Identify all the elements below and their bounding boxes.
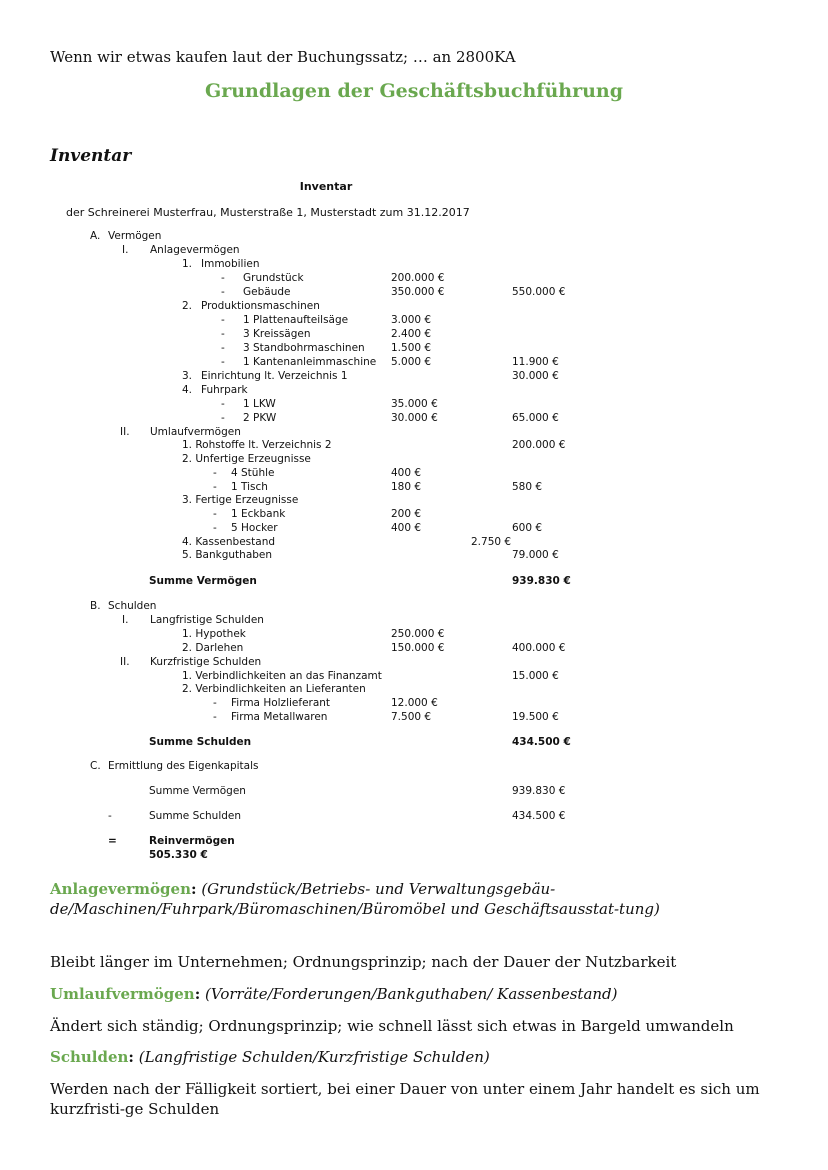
row-text: 1. Verbindlichkeiten an das Finanzamt	[182, 670, 382, 682]
definition-colon: :	[194, 985, 201, 1003]
amount-col1: 200 €	[391, 508, 422, 520]
amount-col1: 150.000 €	[391, 642, 445, 654]
inventar-row	[0, 536, 828, 549]
inventar-row	[0, 642, 828, 655]
row-label: 1.	[182, 258, 193, 270]
amount-col1: 5.000 €	[391, 356, 432, 368]
row-text: Anlagevermögen	[150, 244, 240, 256]
row-label: -	[108, 810, 112, 822]
definition-colon: :	[128, 1048, 134, 1066]
amount-col1: 12.000 €	[391, 697, 438, 709]
amount-col3: 434.500 €	[512, 810, 566, 822]
row-text: Schulden	[108, 600, 157, 612]
page-title: Grundlagen der Geschäftsbuchführung	[204, 80, 624, 102]
row-text: 505.330 €	[149, 849, 208, 861]
row-text: 2 PKW	[243, 412, 277, 424]
umlaufvermoegen-definition	[50, 984, 790, 1004]
anlagevermoegen-note: Bleibt länger im Unternehmen; Ordnungsprinzip; nach der Dauer der Nutzbarkeit	[50, 953, 677, 971]
amount-col3: 434.500 €	[512, 736, 571, 748]
definition-term: Umlaufvermögen	[50, 985, 195, 1003]
inventar-subtitle: der Schreinerei Musterfrau, Musterstraße 1, Musterstadt zum 31.12.2017	[66, 206, 470, 219]
row-label: -	[213, 697, 217, 709]
anlagevermoegen-definition	[50, 879, 790, 919]
inventar-row	[0, 810, 828, 823]
inventar-row	[0, 494, 828, 507]
row-label: -	[213, 481, 217, 493]
row-text: Summe Vermögen	[149, 575, 257, 587]
row-text: 2. Darlehen	[182, 642, 244, 654]
row-label: -	[221, 398, 225, 410]
inventar-row	[0, 244, 828, 257]
row-label: -	[213, 711, 217, 723]
row-label: -	[221, 342, 225, 354]
amount-col3: 15.000 €	[512, 670, 559, 682]
row-label: A.	[90, 230, 101, 242]
amount-col1: 2.400 €	[391, 328, 432, 340]
intro-line: Wenn wir etwas kaufen laut der Buchungssatz; … an 2800KA	[50, 48, 516, 66]
row-text: 2. Unfertige Erzeugnisse	[182, 453, 311, 465]
amount-col3: 939.830 €	[512, 785, 566, 797]
row-label: =	[108, 835, 117, 847]
inventar-row	[0, 683, 828, 696]
row-text: 5. Bankguthaben	[182, 549, 273, 561]
amount-col3: 79.000 €	[512, 549, 559, 561]
row-text: Immobilien	[201, 258, 260, 270]
amount-col1: 400 €	[391, 467, 422, 479]
amount-col1: 30.000 €	[391, 412, 438, 424]
inventar-row	[0, 412, 828, 425]
inventar-row	[0, 711, 828, 724]
row-label: -	[221, 412, 225, 424]
inventar-row	[0, 697, 828, 710]
inventar-row	[0, 426, 828, 439]
inventar-row	[0, 272, 828, 285]
row-label: -	[221, 272, 225, 284]
section-heading: Inventar	[50, 146, 132, 166]
row-text: 4 Stühle	[231, 467, 275, 479]
inventar-row	[0, 384, 828, 397]
inventar-row	[0, 600, 828, 613]
schulden-definition	[50, 1047, 790, 1067]
inventar-row	[0, 258, 828, 271]
inventar-row	[0, 467, 828, 480]
inventar-row	[0, 508, 828, 521]
amount-col1: 1.500 €	[391, 342, 432, 354]
schulden-note: Werden nach der Fälligkeit sortiert, bei einer Dauer von unter einem Jahr handelt es sich um kurzfristi-ge Schulden	[50, 1080, 760, 1118]
row-text: 1 Eckbank	[231, 508, 286, 520]
row-label: I.	[122, 244, 129, 256]
row-label: C.	[90, 760, 101, 772]
row-label: -	[221, 314, 225, 326]
row-text: 1 LKW	[243, 398, 276, 410]
amount-col1: 3.000 €	[391, 314, 432, 326]
inventar-row	[0, 575, 828, 588]
row-text: 1. Rohstoffe lt. Verzeichnis 2	[182, 439, 332, 451]
inventar-row	[0, 230, 828, 243]
inventar-row	[0, 628, 828, 641]
row-text: Ermittlung des Eigenkapitals	[108, 760, 259, 772]
row-text: Langfristige Schulden	[150, 614, 264, 626]
row-label: 3.	[182, 370, 193, 382]
row-label: 2.	[182, 300, 193, 312]
row-label: -	[213, 467, 217, 479]
row-text: Firma Metallwaren	[231, 711, 328, 723]
inventar-row	[0, 549, 828, 562]
row-label: II.	[120, 426, 130, 438]
amount-col3: 400.000 €	[512, 642, 566, 654]
row-label: 4.	[182, 384, 193, 396]
row-label: I.	[122, 614, 129, 626]
inventar-row	[0, 314, 828, 327]
row-text: Summe Vermögen	[149, 785, 246, 797]
definition-term: Schulden	[50, 1048, 129, 1066]
row-text: Reinvermögen	[149, 835, 235, 847]
row-label: -	[221, 328, 225, 340]
amount-col1: 250.000 €	[391, 628, 445, 640]
inventar-row	[0, 356, 828, 369]
definition-term: Anlagevermögen	[50, 880, 191, 898]
inventar-row	[0, 342, 828, 355]
inventar-row	[0, 849, 828, 862]
row-text: 3 Standbohrmaschinen	[243, 342, 365, 354]
inventar-row	[0, 670, 828, 683]
inventar-row	[0, 439, 828, 452]
inventar-row	[0, 760, 828, 773]
inventar-row	[0, 286, 828, 299]
row-label: -	[213, 522, 217, 534]
definition-colon: :	[190, 880, 197, 898]
row-text: 1 Plattenaufteilsäge	[243, 314, 349, 326]
definition-desc: (Langfristige Schulden/Kurzfristige Schulden)	[138, 1048, 490, 1066]
amount-col2: 2.750 €	[471, 536, 512, 548]
amount-col1: 350.000 €	[391, 286, 445, 298]
row-label: -	[221, 286, 225, 298]
inventar-row	[0, 614, 828, 627]
row-label: II.	[120, 656, 130, 668]
inventar-row	[0, 522, 828, 535]
row-text: Vermögen	[108, 230, 162, 242]
inventar-row	[0, 328, 828, 341]
inventar-row	[0, 785, 828, 798]
row-text: 5 Hocker	[231, 522, 278, 534]
row-text: 1 Tisch	[231, 481, 268, 493]
row-text: 3 Kreissägen	[243, 328, 311, 340]
row-text: 1 Kantenanleimmaschine	[243, 356, 377, 368]
row-text: 4. Kassenbestand	[182, 536, 276, 548]
amount-col1: 35.000 €	[391, 398, 438, 410]
amount-col3: 550.000 €	[512, 286, 566, 298]
inventar-row	[0, 453, 828, 466]
amount-col1: 180 €	[391, 481, 422, 493]
amount-col1: 200.000 €	[391, 272, 445, 284]
row-text: Gebäude	[243, 286, 291, 298]
row-text: Firma Holzlieferant	[231, 697, 331, 709]
inventar-row	[0, 398, 828, 411]
inventar-row	[0, 481, 828, 494]
inventar-row	[0, 656, 828, 669]
row-text: Produktionsmaschinen	[201, 300, 320, 312]
row-label: B.	[90, 600, 101, 612]
row-text: Grundstück	[243, 272, 304, 284]
row-label: -	[213, 508, 217, 520]
inventar-title: Inventar	[299, 180, 353, 193]
amount-col3: 30.000 €	[512, 370, 559, 382]
row-text: Einrichtung lt. Verzeichnis 1	[201, 370, 348, 382]
amount-col3: 939.830 €	[512, 575, 571, 587]
amount-col3: 19.500 €	[512, 711, 559, 723]
row-text: Summe Schulden	[149, 810, 242, 822]
amount-col3: 65.000 €	[512, 412, 559, 424]
row-text: 3. Fertige Erzeugnisse	[182, 494, 299, 506]
umlaufvermoegen-note: Ändert sich ständig; Ordnungsprinzip; wie schnell lässt sich etwas in Bargeld umwandeln	[50, 1017, 734, 1035]
amount-col1: 400 €	[391, 522, 422, 534]
row-label: -	[221, 356, 225, 368]
inventar-row	[0, 300, 828, 313]
row-text: Umlaufvermögen	[150, 426, 241, 438]
row-text: 1. Hypothek	[182, 628, 246, 640]
definition-desc: (Grundstück/Betriebs- und Verwaltungsgebäu-de/Maschinen/Fuhrpark/Büromaschinen/Büromöbel und Geschäftsausstat-tung)	[50, 880, 660, 918]
amount-col3: 600 €	[512, 522, 543, 534]
definition-desc: (Vorräte/Forderungen/Bankguthaben/ Kassenbestand)	[205, 985, 618, 1003]
inventar-row	[0, 370, 828, 383]
row-text: Fuhrpark	[201, 384, 248, 396]
amount-col3: 200.000 €	[512, 439, 566, 451]
amount-col1: 7.500 €	[391, 711, 432, 723]
inventar-row	[0, 736, 828, 749]
row-text: Summe Schulden	[149, 736, 252, 748]
amount-col3: 580 €	[512, 481, 543, 493]
row-text: 2. Verbindlichkeiten an Lieferanten	[182, 683, 366, 695]
inventar-row	[0, 835, 828, 848]
amount-col3: 11.900 €	[512, 356, 559, 368]
row-text: Kurzfristige Schulden	[150, 656, 262, 668]
